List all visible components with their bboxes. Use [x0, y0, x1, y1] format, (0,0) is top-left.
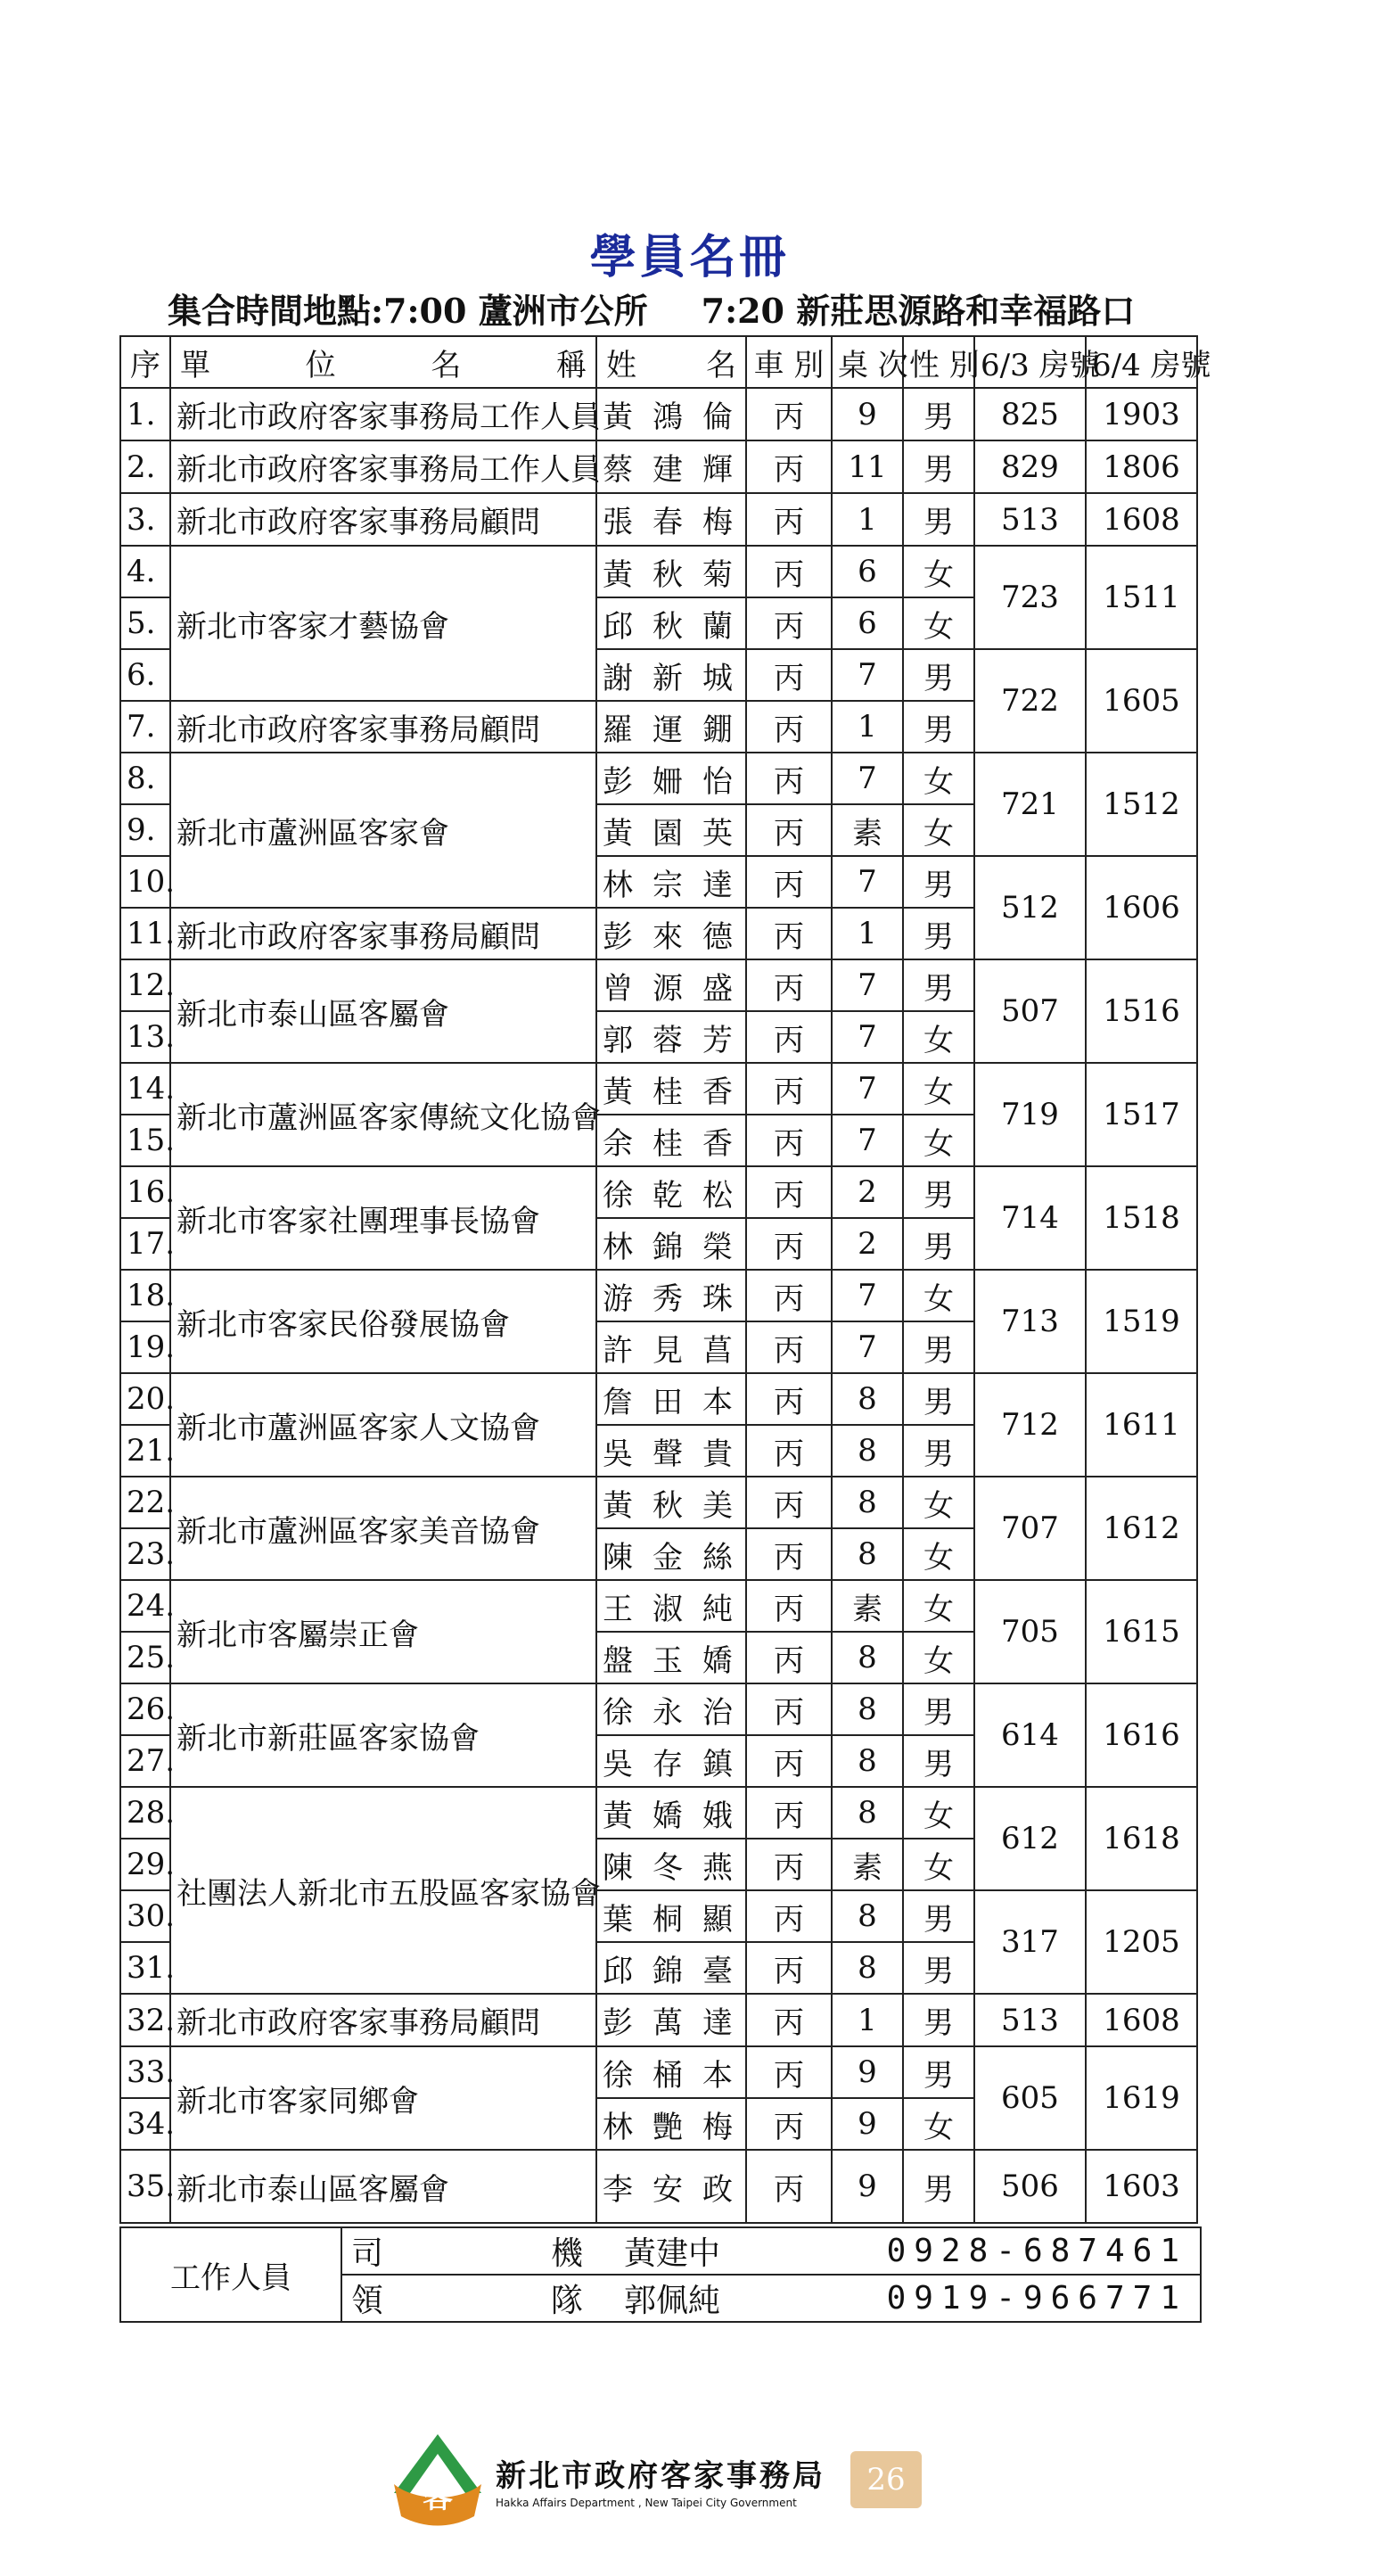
table-row: [120, 1270, 1197, 1321]
row-number: 30.: [120, 1890, 170, 1942]
member-name: 詹田本: [596, 1373, 746, 1425]
unit-name: 新北市政府客家事務局顧問: [170, 493, 596, 546]
table-row: [120, 440, 1197, 493]
staff-name: 黃建中: [623, 2235, 720, 2272]
car-group: 丙: [746, 1528, 832, 1580]
unit-name: 新北市政府客家事務局工作人員: [170, 388, 596, 440]
table-number: 8: [832, 1477, 903, 1528]
room-63: 829: [974, 440, 1086, 493]
gender: 女: [903, 1477, 974, 1528]
member-name: 羅運錋: [596, 701, 746, 753]
table-row: [120, 388, 1197, 440]
org-name-english: Hakka Affairs Department , New Taipei City Government: [496, 2496, 797, 2509]
table-number: 7: [832, 753, 903, 804]
car-group: 丙: [746, 1839, 832, 1890]
table-row: [120, 753, 1197, 804]
table-number: 素: [832, 804, 903, 856]
row-number: 35.: [120, 2150, 170, 2223]
room-64: 1518: [1086, 1166, 1197, 1270]
car-group: 丙: [746, 493, 832, 546]
table-row: [120, 2046, 1197, 2098]
room-64: 1519: [1086, 1270, 1197, 1373]
car-group: 丙: [746, 649, 832, 701]
staff-role: [351, 2228, 601, 2274]
room-64: 1516: [1086, 959, 1197, 1063]
unit-name: 新北市蘆洲區客家會: [170, 753, 596, 908]
header-unit-char: 名: [431, 347, 462, 383]
gender: 女: [903, 597, 974, 649]
car-group: 丙: [746, 1425, 832, 1477]
car-group: 丙: [746, 1321, 832, 1373]
car-group: 丙: [746, 1373, 832, 1425]
gender: 男: [903, 1994, 974, 2046]
staff-name: 郭佩純: [623, 2283, 720, 2319]
room-63: 507: [974, 959, 1086, 1063]
row-number: 8.: [120, 753, 170, 804]
room-64: 1806: [1086, 440, 1197, 493]
table-number: 8: [832, 1528, 903, 1580]
car-group: 丙: [746, 1166, 832, 1218]
row-number: 26.: [120, 1683, 170, 1735]
room-63: 712: [974, 1373, 1086, 1477]
gender: 女: [903, 546, 974, 597]
row-number: 23.: [120, 1528, 170, 1580]
member-name: 吳聲貴: [596, 1425, 746, 1477]
room-63: 714: [974, 1166, 1086, 1270]
member-name: 林宗達: [596, 856, 746, 908]
car-group: 丙: [746, 701, 832, 753]
row-number: 3.: [120, 493, 170, 546]
row-number: 28.: [120, 1787, 170, 1839]
table-number: 8: [832, 1373, 903, 1425]
meeting-time-1: 7:00: [383, 291, 467, 331]
car-group: 丙: [746, 2150, 832, 2223]
room-64: 1608: [1086, 1994, 1197, 2046]
member-name: 黃嬌娥: [596, 1787, 746, 1839]
car-group: 丙: [746, 1942, 832, 1994]
row-number: 27.: [120, 1735, 170, 1787]
gender: 女: [903, 1011, 974, 1063]
table-number: 7: [832, 1063, 903, 1115]
table-number: 7: [832, 1115, 903, 1166]
car-group: 丙: [746, 546, 832, 597]
gender: 女: [903, 1839, 974, 1890]
row-number: 13.: [120, 1011, 170, 1063]
table-number: 8: [832, 1787, 903, 1839]
table-number: 9: [832, 388, 903, 440]
car-group: 丙: [746, 1683, 832, 1735]
table-number: 7: [832, 1270, 903, 1321]
unit-name: 新北市政府客家事務局工作人員: [170, 440, 596, 493]
member-name: 徐桶本: [596, 2046, 746, 2098]
member-name: 張春梅: [596, 493, 746, 546]
member-name: 蔡建輝: [596, 440, 746, 493]
unit-name: 新北市蘆洲區客家傳統文化協會: [170, 1063, 596, 1166]
room-63: 513: [974, 493, 1086, 546]
gender: 女: [903, 804, 974, 856]
car-group: 丙: [746, 1580, 832, 1632]
room-63: 612: [974, 1787, 1086, 1890]
room-64: 1603: [1086, 2150, 1197, 2223]
gender: 男: [903, 2150, 974, 2223]
gender: 女: [903, 1115, 974, 1166]
room-64: 1611: [1086, 1373, 1197, 1477]
car-group: 丙: [746, 1735, 832, 1787]
car-group: 丙: [746, 804, 832, 856]
table-number: 2: [832, 1166, 903, 1218]
staff-role: [351, 2276, 601, 2321]
table-number: 7: [832, 649, 903, 701]
room-63: 506: [974, 2150, 1086, 2223]
header-name-char: 名: [706, 347, 736, 383]
header-name: [596, 336, 746, 388]
member-name: 黃秋美: [596, 1477, 746, 1528]
header-unit-char: 稱: [555, 347, 587, 383]
car-group: 丙: [746, 1011, 832, 1063]
member-name: 陳金絲: [596, 1528, 746, 1580]
row-number: 25.: [120, 1632, 170, 1683]
row-number: 2.: [120, 440, 170, 493]
member-name: 黃桂香: [596, 1063, 746, 1115]
room-63: 705: [974, 1580, 1086, 1683]
table-number: 7: [832, 1321, 903, 1373]
header-table: 桌 次: [832, 336, 903, 388]
member-name: 黃秋菊: [596, 546, 746, 597]
table-row: [120, 1063, 1197, 1115]
table-number: 7: [832, 856, 903, 908]
staff-entry: [341, 2227, 1201, 2275]
footer: [389, 2431, 922, 2529]
row-number: 34.: [120, 2098, 170, 2150]
row-number: 5.: [120, 597, 170, 649]
unit-name: 新北市政府客家事務局顧問: [170, 1994, 596, 2046]
table-number: 9: [832, 2098, 903, 2150]
room-63: 825: [974, 388, 1086, 440]
header-gender: 性 別: [903, 336, 974, 388]
table-number: 11: [832, 440, 903, 493]
row-number: 14.: [120, 1063, 170, 1115]
staff-role-char: 隊: [550, 2283, 583, 2319]
unit-name: 新北市新莊區客家協會: [170, 1683, 596, 1787]
room-63: 614: [974, 1683, 1086, 1787]
table-row: [120, 1580, 1197, 1632]
row-number: 33.: [120, 2046, 170, 2098]
roster-table: [119, 335, 1211, 2224]
car-group: 丙: [746, 2046, 832, 2098]
car-group: 丙: [746, 440, 832, 493]
unit-name: 新北市客家才藝協會: [170, 546, 596, 701]
car-group: 丙: [746, 1632, 832, 1683]
unit-name: 新北市客家民俗發展協會: [170, 1270, 596, 1373]
room-64: 1512: [1086, 753, 1197, 856]
member-name: 游秀珠: [596, 1270, 746, 1321]
table-number: 8: [832, 1683, 903, 1735]
gender: 女: [903, 1580, 974, 1632]
header-room-63: 6/3 房號: [974, 336, 1086, 388]
header-unit-char: 單: [180, 347, 210, 383]
row-number: 6.: [120, 649, 170, 701]
gender: 男: [903, 388, 974, 440]
car-group: 丙: [746, 1477, 832, 1528]
meeting-label: 集合時間地點:: [168, 291, 384, 331]
gender: 男: [903, 1166, 974, 1218]
header-unit: [170, 336, 596, 388]
room-64: 1606: [1086, 856, 1197, 959]
room-63: 723: [974, 546, 1086, 649]
unit-name: 新北市客屬崇正會: [170, 1580, 596, 1683]
car-group: 丙: [746, 753, 832, 804]
table-row: [120, 1683, 1197, 1735]
gender: 男: [903, 1321, 974, 1373]
gender: 男: [903, 1942, 974, 1994]
row-number: 15.: [120, 1115, 170, 1166]
room-63: 722: [974, 649, 1086, 753]
row-number: 31.: [120, 1942, 170, 1994]
room-64: 1612: [1086, 1477, 1197, 1580]
room-64: 1205: [1086, 1890, 1197, 1994]
unit-name: 新北市泰山區客屬會: [170, 2150, 596, 2223]
table-row: [120, 1373, 1197, 1425]
member-name: 葉桐顯: [596, 1890, 746, 1942]
member-name: 林艷梅: [596, 2098, 746, 2150]
car-group: 丙: [746, 1787, 832, 1839]
gender: 男: [903, 1373, 974, 1425]
staff-table: [119, 2226, 1202, 2323]
member-name: 黃鴻倫: [596, 388, 746, 440]
row-number: 19.: [120, 1321, 170, 1373]
car-group: 丙: [746, 908, 832, 959]
row-number: 11.: [120, 908, 170, 959]
member-name: 彭來德: [596, 908, 746, 959]
row-number: 16.: [120, 1166, 170, 1218]
table-row: [120, 959, 1197, 1011]
member-name: 彭萬達: [596, 1994, 746, 2046]
table-row: [120, 493, 1197, 546]
table-number: 6: [832, 546, 903, 597]
staff-role-char: 司: [351, 2235, 384, 2272]
gender: 女: [903, 1528, 974, 1580]
header-row: [120, 336, 1197, 388]
unit-name: 新北市泰山區客屬會: [170, 959, 596, 1063]
page-number-badge: 26: [850, 2451, 922, 2508]
member-name: 曾源盛: [596, 959, 746, 1011]
gender: 男: [903, 493, 974, 546]
unit-name: 新北市蘆洲區客家美音協會: [170, 1477, 596, 1580]
header-name-char: 姓: [606, 347, 636, 383]
staff-role-char: 機: [550, 2235, 583, 2272]
table-number: 8: [832, 1632, 903, 1683]
car-group: 丙: [746, 597, 832, 649]
gender: 男: [903, 908, 974, 959]
row-number: 10.: [120, 856, 170, 908]
table-number: 9: [832, 2046, 903, 2098]
gender: 男: [903, 1890, 974, 1942]
unit-name: 新北市客家社團理事長協會: [170, 1166, 596, 1270]
car-group: 丙: [746, 1218, 832, 1270]
table-number: 8: [832, 1425, 903, 1477]
gender: 女: [903, 1632, 974, 1683]
row-number: 22.: [120, 1477, 170, 1528]
gender: 男: [903, 1425, 974, 1477]
table-number: 素: [832, 1580, 903, 1632]
member-name: 李安政: [596, 2150, 746, 2223]
header-room-64: 6/4 房號: [1086, 336, 1197, 388]
gender: 男: [903, 2046, 974, 2098]
gender: 男: [903, 959, 974, 1011]
room-64: 1608: [1086, 493, 1197, 546]
row-number: 18.: [120, 1270, 170, 1321]
member-name: 徐永治: [596, 1683, 746, 1735]
table-number: 1: [832, 1994, 903, 2046]
gender: 男: [903, 649, 974, 701]
row-number: 29.: [120, 1839, 170, 1890]
meeting-place-2: 新莊思源路和幸福路口: [796, 291, 1136, 331]
row-number: 20.: [120, 1373, 170, 1425]
room-64: 1619: [1086, 2046, 1197, 2150]
member-name: 黃園英: [596, 804, 746, 856]
member-name: 王淑純: [596, 1580, 746, 1632]
car-group: 丙: [746, 1994, 832, 2046]
unit-name: 新北市政府客家事務局顧問: [170, 908, 596, 959]
table-number: 8: [832, 1735, 903, 1787]
member-name: 林錦榮: [596, 1218, 746, 1270]
room-63: 317: [974, 1890, 1086, 1994]
staff-entry: [341, 2275, 1201, 2322]
car-group: 丙: [746, 856, 832, 908]
room-64: 1605: [1086, 649, 1197, 753]
member-name: 郭蓉芳: [596, 1011, 746, 1063]
table-row: [120, 546, 1197, 597]
hakka-logo-icon: [389, 2431, 487, 2529]
room-63: 512: [974, 856, 1086, 959]
gender: 女: [903, 1787, 974, 1839]
page-title: 學員名冊: [589, 230, 790, 284]
table-number: 1: [832, 701, 903, 753]
table-number: 8: [832, 1890, 903, 1942]
member-name: 盤玉嬌: [596, 1632, 746, 1683]
car-group: 丙: [746, 1270, 832, 1321]
meeting-place-1: 蘆洲市公所: [478, 291, 648, 331]
staff-label: 工作人員: [120, 2227, 341, 2322]
table-row: [120, 1994, 1197, 2046]
row-number: 9.: [120, 804, 170, 856]
room-63: 513: [974, 1994, 1086, 2046]
gender: 女: [903, 1063, 974, 1115]
room-64: 1903: [1086, 388, 1197, 440]
row-number: 12.: [120, 959, 170, 1011]
room-63: 713: [974, 1270, 1086, 1373]
row-number: 21.: [120, 1425, 170, 1477]
unit-name: 新北市客家同鄉會: [170, 2046, 596, 2150]
meeting-info: [168, 284, 1135, 333]
unit-name: 新北市蘆洲區客家人文協會: [170, 1373, 596, 1477]
table-number: 7: [832, 1011, 903, 1063]
unit-name: 新北市政府客家事務局顧問: [170, 701, 596, 753]
member-name: 吳存鎮: [596, 1735, 746, 1787]
member-name: 陳冬燕: [596, 1839, 746, 1890]
staff-row: [120, 2227, 1201, 2275]
member-name: 邱錦臺: [596, 1942, 746, 1994]
row-number: 4.: [120, 546, 170, 597]
room-64: 1616: [1086, 1683, 1197, 1787]
table-row: [120, 1166, 1197, 1218]
meeting-time-2: 7:20: [701, 291, 784, 331]
member-name: 徐乾松: [596, 1166, 746, 1218]
member-name: 余桂香: [596, 1115, 746, 1166]
car-group: 丙: [746, 2098, 832, 2150]
room-64: 1615: [1086, 1580, 1197, 1683]
table-number: 1: [832, 493, 903, 546]
room-63: 707: [974, 1477, 1086, 1580]
room-63: 605: [974, 2046, 1086, 2150]
org-name: 新北市政府客家事務局: [496, 2457, 825, 2494]
table-number: 9: [832, 2150, 903, 2223]
gender: 男: [903, 440, 974, 493]
gender: 女: [903, 2098, 974, 2150]
gender: 男: [903, 1735, 974, 1787]
staff-role-char: 領: [351, 2283, 384, 2319]
row-number: 7.: [120, 701, 170, 753]
room-63: 721: [974, 753, 1086, 856]
table-number: 7: [832, 959, 903, 1011]
member-name: 彭姍怡: [596, 753, 746, 804]
car-group: 丙: [746, 1115, 832, 1166]
table-row: [120, 1477, 1197, 1528]
gender: 女: [903, 753, 974, 804]
header-seq: 序: [120, 336, 170, 388]
org-block: [496, 2451, 825, 2509]
staff-phone: 0928-687461: [886, 2233, 1187, 2269]
svg-text:客: 客: [423, 2480, 453, 2515]
member-name: 謝新城: [596, 649, 746, 701]
gender: 男: [903, 856, 974, 908]
gender: 女: [903, 1270, 974, 1321]
staff-phone: 0919-966771: [886, 2280, 1187, 2317]
row-number: 24.: [120, 1580, 170, 1632]
room-64: 1511: [1086, 546, 1197, 649]
gender: 男: [903, 701, 974, 753]
room-64: 1517: [1086, 1063, 1197, 1166]
table-number: 1: [832, 908, 903, 959]
table-number: 2: [832, 1218, 903, 1270]
table-number: 素: [832, 1839, 903, 1890]
member-name: 邱秋蘭: [596, 597, 746, 649]
header-unit-char: 位: [305, 347, 336, 383]
header-car: 車 別: [746, 336, 832, 388]
table-row: [120, 2150, 1197, 2223]
car-group: 丙: [746, 1890, 832, 1942]
car-group: 丙: [746, 388, 832, 440]
gender: 男: [903, 1218, 974, 1270]
unit-name: 社團法人新北市五股區客家協會: [170, 1787, 596, 1994]
member-name: 許見菖: [596, 1321, 746, 1373]
table-row: [120, 1787, 1197, 1839]
table-number: 6: [832, 597, 903, 649]
row-number: 1.: [120, 388, 170, 440]
room-63: 719: [974, 1063, 1086, 1166]
car-group: 丙: [746, 959, 832, 1011]
gender: 男: [903, 1683, 974, 1735]
table-number: 8: [832, 1942, 903, 1994]
room-64: 1618: [1086, 1787, 1197, 1890]
car-group: 丙: [746, 1063, 832, 1115]
row-number: 32.: [120, 1994, 170, 2046]
row-number: 17.: [120, 1218, 170, 1270]
